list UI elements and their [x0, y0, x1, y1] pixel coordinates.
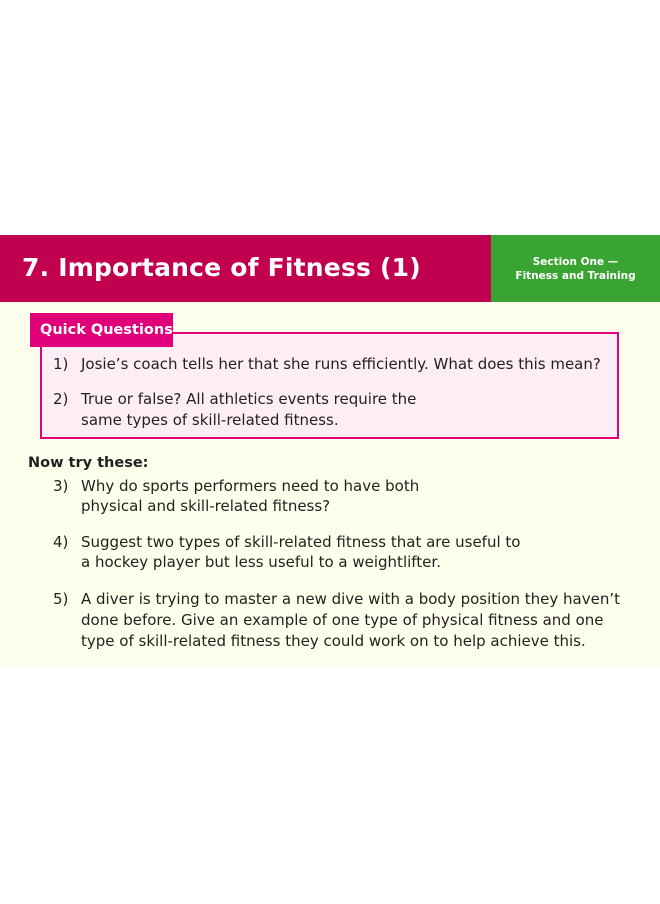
question-text: a hockey player but less useful to a weightlifter.	[81, 553, 441, 571]
question-text: same types of skill-related fitness.	[81, 411, 339, 429]
title-bar	[0, 235, 491, 302]
question-number: 3)	[53, 477, 69, 495]
section-tag-line1: Section One —	[532, 256, 619, 268]
section-tag-line2: Fitness and Training	[515, 270, 636, 282]
question-number: 4)	[53, 533, 69, 551]
question-number: 1)	[53, 355, 69, 373]
question-text: physical and skill-related fitness?	[81, 497, 331, 515]
question-number: 5)	[53, 590, 69, 608]
question-text: Suggest two types of skill-related fitness that are useful to	[81, 533, 521, 551]
question-text: True or false? All athletics events require the	[81, 390, 417, 408]
now-try-heading: Now try these:	[28, 455, 149, 471]
page-title: 7. Importance of Fitness (1)	[22, 253, 421, 282]
question-text: Why do sports performers need to have both	[81, 477, 420, 495]
question-card	[0, 235, 660, 667]
question-text: Josie’s coach tells her that she runs efficiently. What does this mean?	[81, 355, 601, 373]
question-text: type of skill-related fitness they could work on to help achieve this.	[81, 632, 586, 650]
question-text: done before. Give an example of one type of physical fitness and one	[81, 611, 604, 629]
quick-questions-label: Quick Questions	[30, 313, 173, 347]
question-text: A diver is trying to master a new dive with a body position they haven’t	[81, 590, 621, 608]
page-header	[0, 235, 660, 302]
question-number: 2)	[53, 390, 69, 408]
section-tag	[491, 235, 660, 302]
